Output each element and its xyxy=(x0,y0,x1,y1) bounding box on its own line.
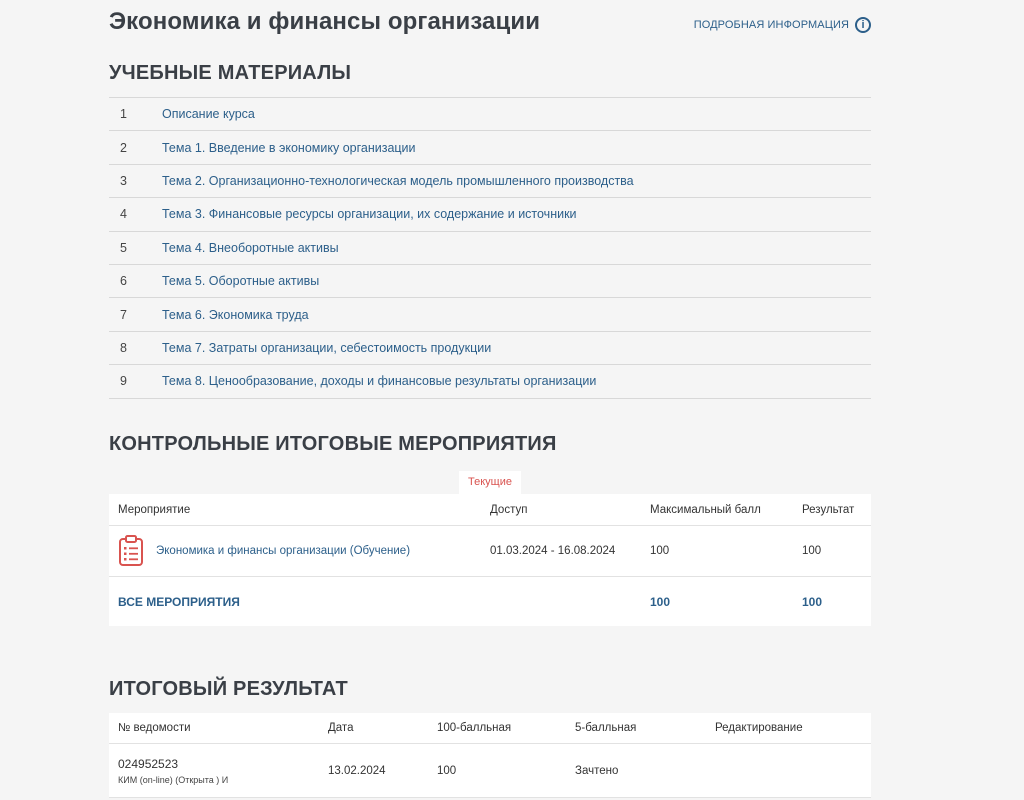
statement-number: 024952523 xyxy=(118,756,179,771)
list-item xyxy=(109,198,871,231)
statement-date: 13.02.2024 xyxy=(328,764,386,777)
item-number: 3 xyxy=(120,173,127,188)
info-icon[interactable]: i xyxy=(855,17,871,33)
total-max-score: 100 xyxy=(650,594,671,609)
column-header-statement-number: № ведомости xyxy=(118,722,191,734)
list-item xyxy=(109,165,871,198)
material-link[interactable]: Описание курса xyxy=(162,107,255,122)
column-header-score-100: 100-балльная xyxy=(437,722,512,734)
details-link[interactable] xyxy=(694,17,871,33)
column-header-date: Дата xyxy=(328,722,354,734)
column-header-max-score: Максимальный балл xyxy=(650,503,761,516)
table-row xyxy=(109,744,871,798)
table-header xyxy=(109,713,871,744)
list-item xyxy=(109,131,871,164)
event-cell xyxy=(109,535,490,567)
item-number: 5 xyxy=(120,240,127,255)
item-number: 9 xyxy=(120,374,127,389)
all-events-link[interactable]: ВСЕ МЕРОПРИЯТИЯ xyxy=(118,594,240,609)
item-number: 8 xyxy=(120,340,127,355)
item-number: 2 xyxy=(120,140,127,155)
result-score: 100 xyxy=(802,545,822,557)
column-header-edit: Редактирование xyxy=(715,722,803,734)
details-link-label: ПОДРОБНАЯ ИНФОРМАЦИЯ xyxy=(693,19,849,31)
access-period: 01.03.2024 - 16.08.2024 xyxy=(490,545,616,557)
statement-description: КИМ (on-line) (Открыта ) И xyxy=(118,774,229,785)
materials-list xyxy=(109,97,871,399)
tab-current[interactable]: Текущие xyxy=(459,471,521,495)
material-link[interactable]: Тема 3. Финансовые ресурсы организации, их содержание и источники xyxy=(162,207,577,222)
final-result-table xyxy=(109,713,871,798)
page-header xyxy=(109,0,871,46)
column-header-event: Мероприятие xyxy=(118,503,191,516)
material-link[interactable]: Тема 6. Экономика труда xyxy=(162,307,309,322)
material-link[interactable]: Тема 1. Введение в экономику организации xyxy=(162,140,416,155)
score-100: 100 xyxy=(437,764,457,777)
column-header-result: Результат xyxy=(802,503,855,516)
table-header xyxy=(109,494,871,526)
material-link[interactable]: Тема 4. Внеоборотные активы xyxy=(162,240,339,255)
statement-cell xyxy=(109,757,328,785)
material-link[interactable]: Тема 5. Оборотные активы xyxy=(162,274,320,289)
control-section-title: КОНТРОЛЬНЫЕ ИТОГОВЫЕ МЕРОПРИЯТИЯ xyxy=(109,433,557,455)
score-5: Зачтено xyxy=(575,764,619,777)
material-link[interactable]: Тема 8. Ценообразование, доходы и финансовые результаты организации xyxy=(162,374,597,389)
list-item xyxy=(109,365,871,398)
materials-section-title: УЧЕБНЫЕ МАТЕРИАЛЫ xyxy=(109,62,352,84)
material-link[interactable]: Тема 7. Затраты организации, себестоимость продукции xyxy=(162,340,492,355)
page-title: Экономика и финансы организации xyxy=(109,8,541,35)
totals-row xyxy=(109,577,871,626)
list-item xyxy=(109,98,871,131)
column-header-access: Доступ xyxy=(490,503,528,516)
list-item xyxy=(109,232,871,265)
control-events-table xyxy=(109,494,871,626)
total-result: 100 xyxy=(802,594,823,609)
list-item xyxy=(109,332,871,365)
item-number: 6 xyxy=(120,274,127,289)
item-number: 7 xyxy=(120,307,127,322)
table-row xyxy=(109,526,871,577)
item-number: 4 xyxy=(120,207,127,222)
column-header-score-5: 5-балльная xyxy=(575,722,637,734)
clipboard-list-icon xyxy=(118,535,144,567)
list-item xyxy=(109,265,871,298)
event-link[interactable]: Экономика и финансы организации (Обучение) xyxy=(156,545,411,557)
item-number: 1 xyxy=(120,107,127,122)
result-section-title: ИТОГОВЫЙ РЕЗУЛЬТАТ xyxy=(109,678,348,700)
max-score: 100 xyxy=(650,545,670,557)
material-link[interactable]: Тема 2. Организационно-технологическая модель промышленного производства xyxy=(162,173,634,188)
list-item xyxy=(109,298,871,331)
content-container xyxy=(109,0,871,785)
